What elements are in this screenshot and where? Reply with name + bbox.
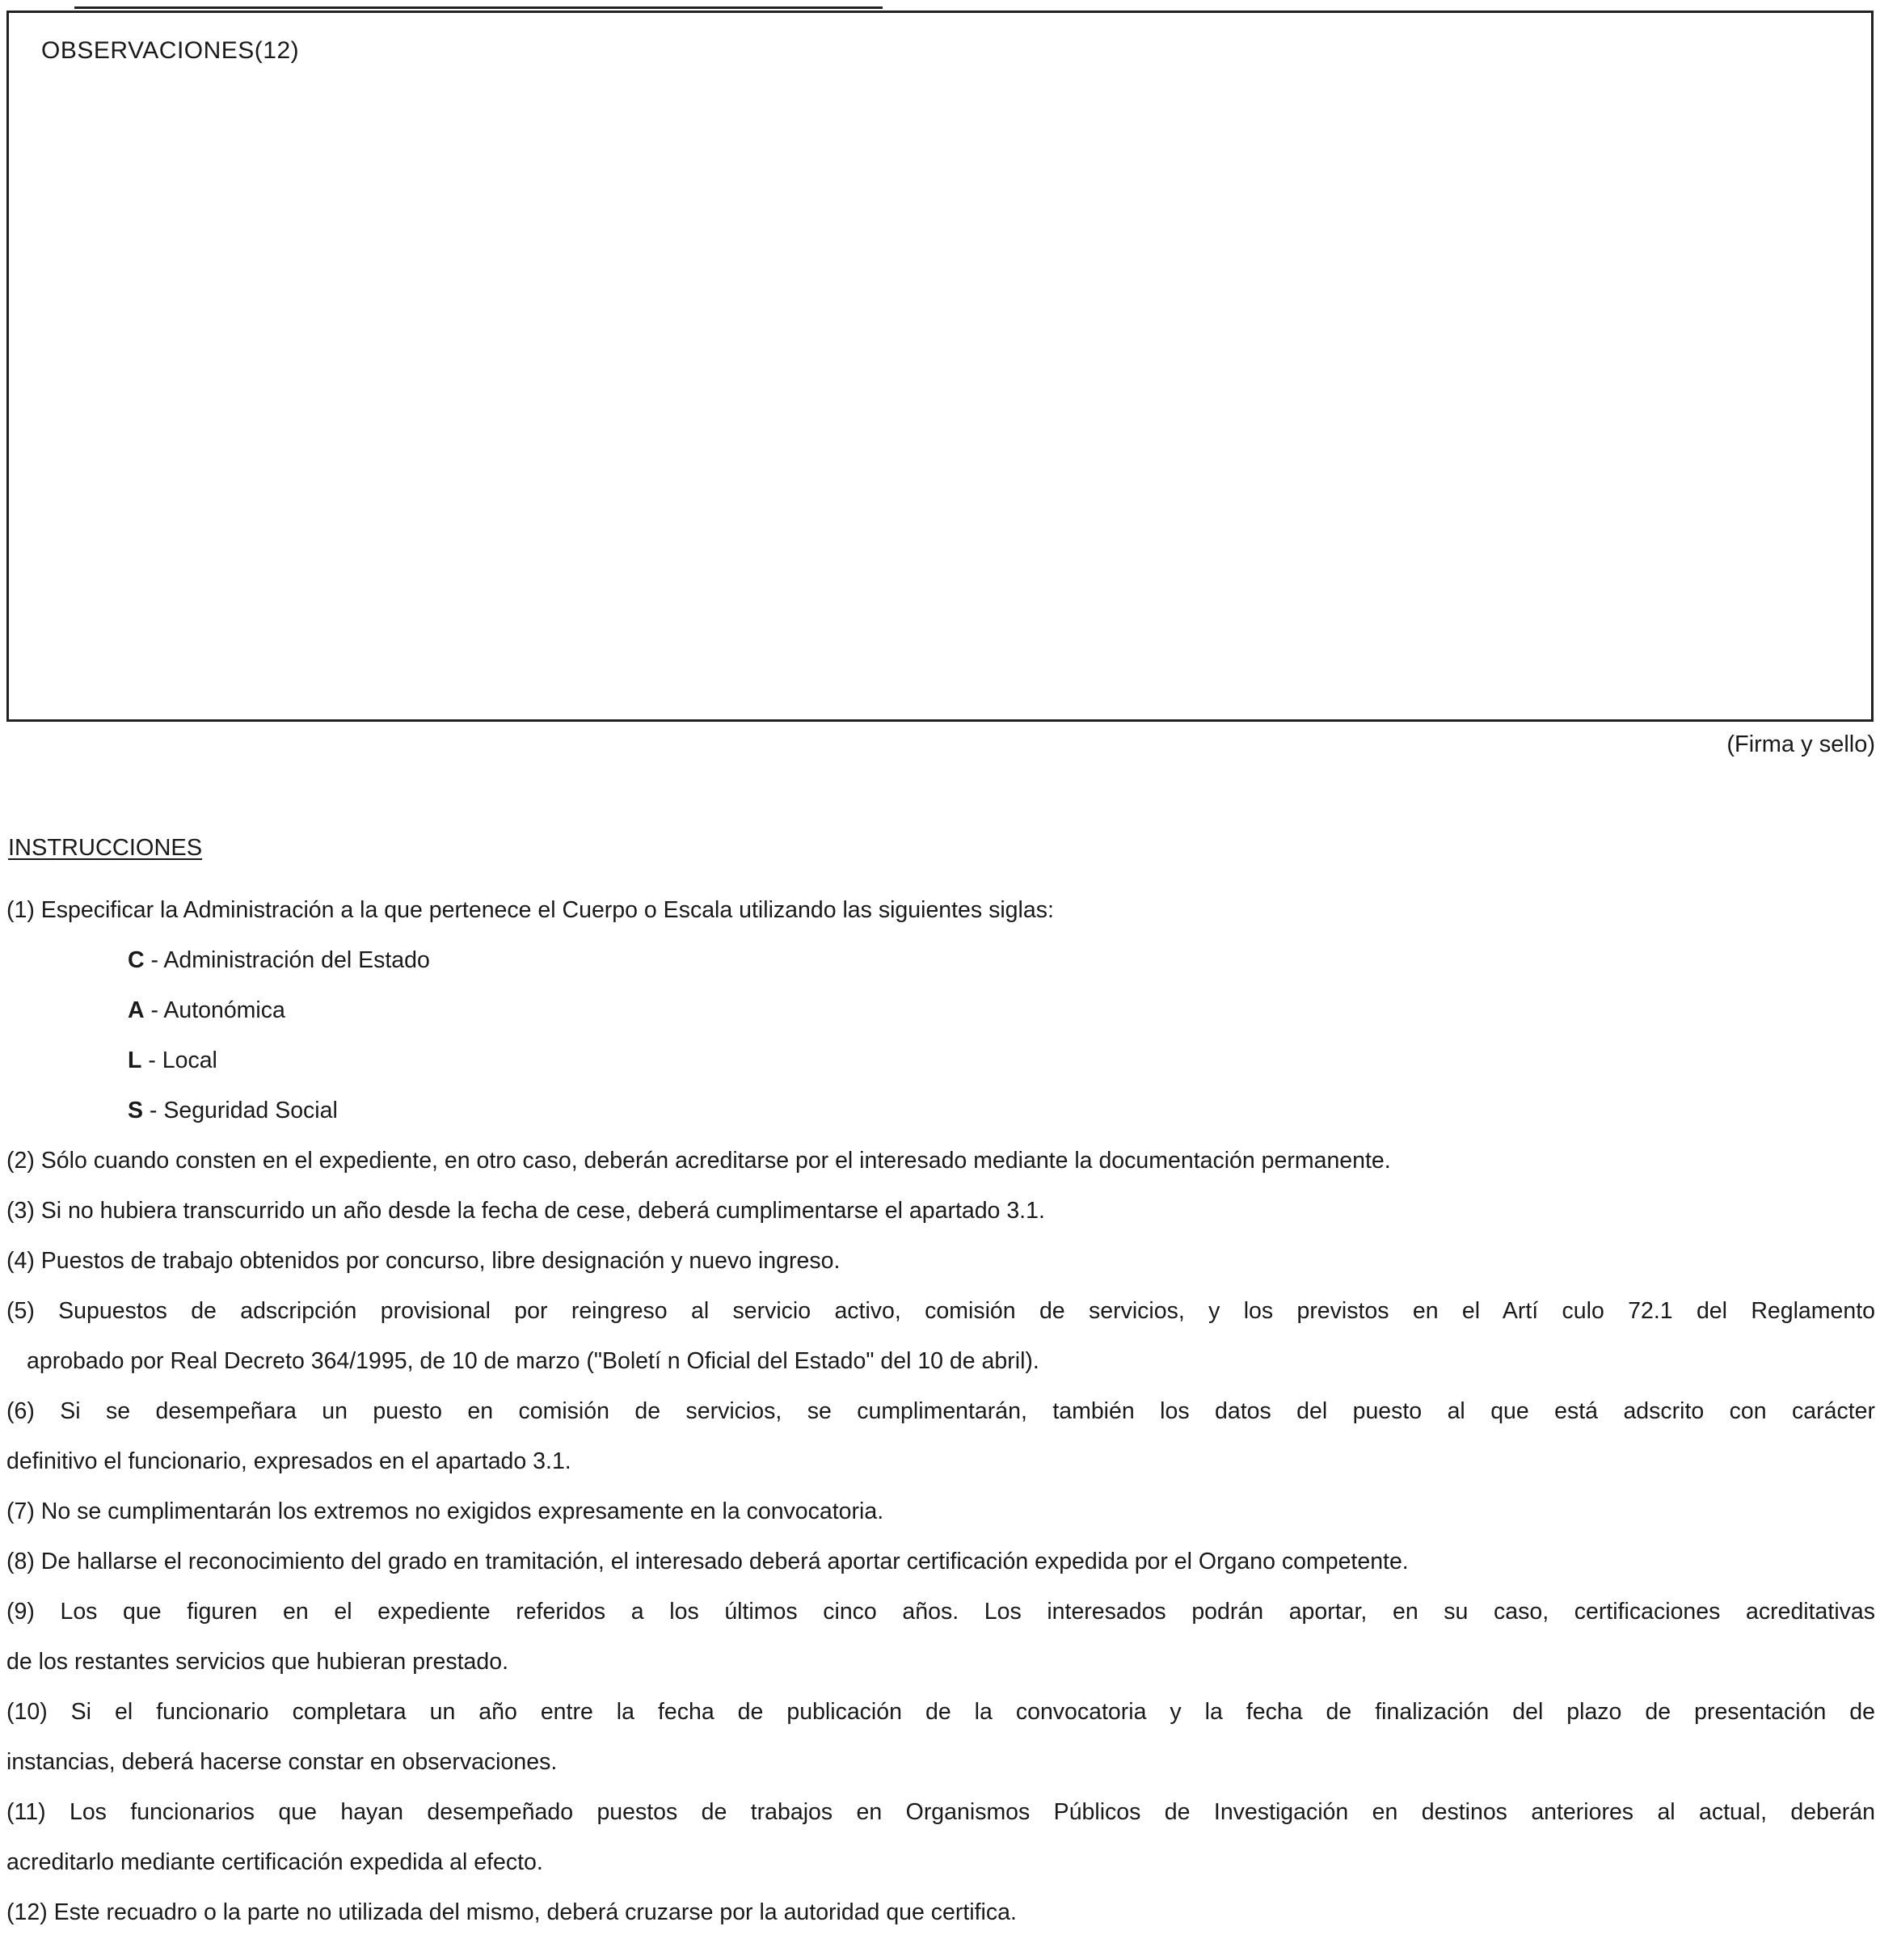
code-item-a: [6, 985, 1875, 1035]
note-10-line-2: instancias, deberá hacerse constar en observaciones.: [6, 1749, 558, 1775]
code-item-s: [6, 1085, 1875, 1136]
note-5-line-2: aprobado por Real Decreto 364/1995, de 10 de marzo ("Boletí n Oficial del Estado" del 10 de abril).: [27, 1348, 1039, 1374]
note-11-line-1: (11) Los funcionarios que hayan desempeñado puestos de trabajos en Organismos Públicos de Investigación en destinos anteriores al actual, deberán: [6, 1799, 1875, 1825]
observaciones-label: OBSERVACIONES(12): [41, 37, 300, 64]
note-4: (4) Puestos de trabajo obtenidos por concurso, libre designación y nuevo ingreso.: [6, 1248, 841, 1274]
note-5-line-1: (5) Supuestos de adscripción provisional por reingreso al servicio activo, comisión de servicios, y los previstos en el Artí culo 72.1 del Reglamento: [6, 1298, 1875, 1324]
instrucciones-list: [6, 885, 1875, 1937]
code-item-l: [6, 1035, 1875, 1085]
code-letter: S: [128, 1098, 144, 1123]
note-1: (1) Especificar la Administración a la que pertenece el Cuerpo o Escala utilizando las siguientes siglas:: [6, 897, 1054, 923]
code-text: - Seguridad Social: [143, 1098, 338, 1123]
observaciones-box[interactable]: [6, 11, 1874, 722]
top-rule: [74, 6, 883, 9]
note-3: (3) Si no hubiera transcurrido un año desde la fecha de cese, deberá cumplimentarse el apartado 3.1.: [6, 1198, 1045, 1224]
note-12: (12) Este recuadro o la parte no utilizada del mismo, deberá cruzarse por la autoridad que certifica.: [6, 1899, 1017, 1925]
instrucciones-heading: INSTRUCCIONES: [8, 835, 203, 861]
note-2: (2) Sólo cuando consten en el expediente, en otro caso, deberán acreditarse por el interesado mediante la documentación permanente.: [6, 1148, 1391, 1174]
note-10-line-1: (10) Si el funcionario completara un año entre la fecha de publicación de la convocatoria y la fecha de finalización del plazo de presentación de: [6, 1699, 1875, 1725]
note-9-line-1: (9) Los que figuren en el expediente referidos a los últimos cinco años. Los interesados podrán aportar, en su caso, certificaciones acreditativas: [6, 1599, 1875, 1625]
note-11-line-2: acreditarlo mediante certificación expedida al efecto.: [6, 1849, 543, 1875]
code-text: - Administración del Estado: [144, 947, 430, 973]
note-6-line-1: (6) Si se desempeñara un puesto en comisión de servicios, se cumplimentarán, también los datos del puesto al que está adscrito con carácter: [6, 1398, 1875, 1424]
note-8: (8) De hallarse el reconocimiento del grado en tramitación, el interesado deberá aportar certificación expedida por el Organo competente.: [6, 1549, 1409, 1574]
code-item-c: [6, 935, 1875, 985]
code-text: - Autonómica: [144, 997, 285, 1023]
note-6-line-2: definitivo el funcionario, expresados en el apartado 3.1.: [6, 1448, 571, 1474]
note-9-line-2: de los restantes servicios que hubieran prestado.: [6, 1649, 509, 1675]
note-7: (7) No se cumplimentarán los extremos no exigidos expresamente en la convocatoria.: [6, 1498, 884, 1524]
code-letter: A: [128, 997, 145, 1023]
code-text: - Local: [141, 1047, 217, 1073]
code-letter: C: [128, 947, 145, 973]
firma-y-sello-label: (Firma y sello): [1726, 731, 1875, 757]
code-letter: L: [128, 1047, 142, 1073]
